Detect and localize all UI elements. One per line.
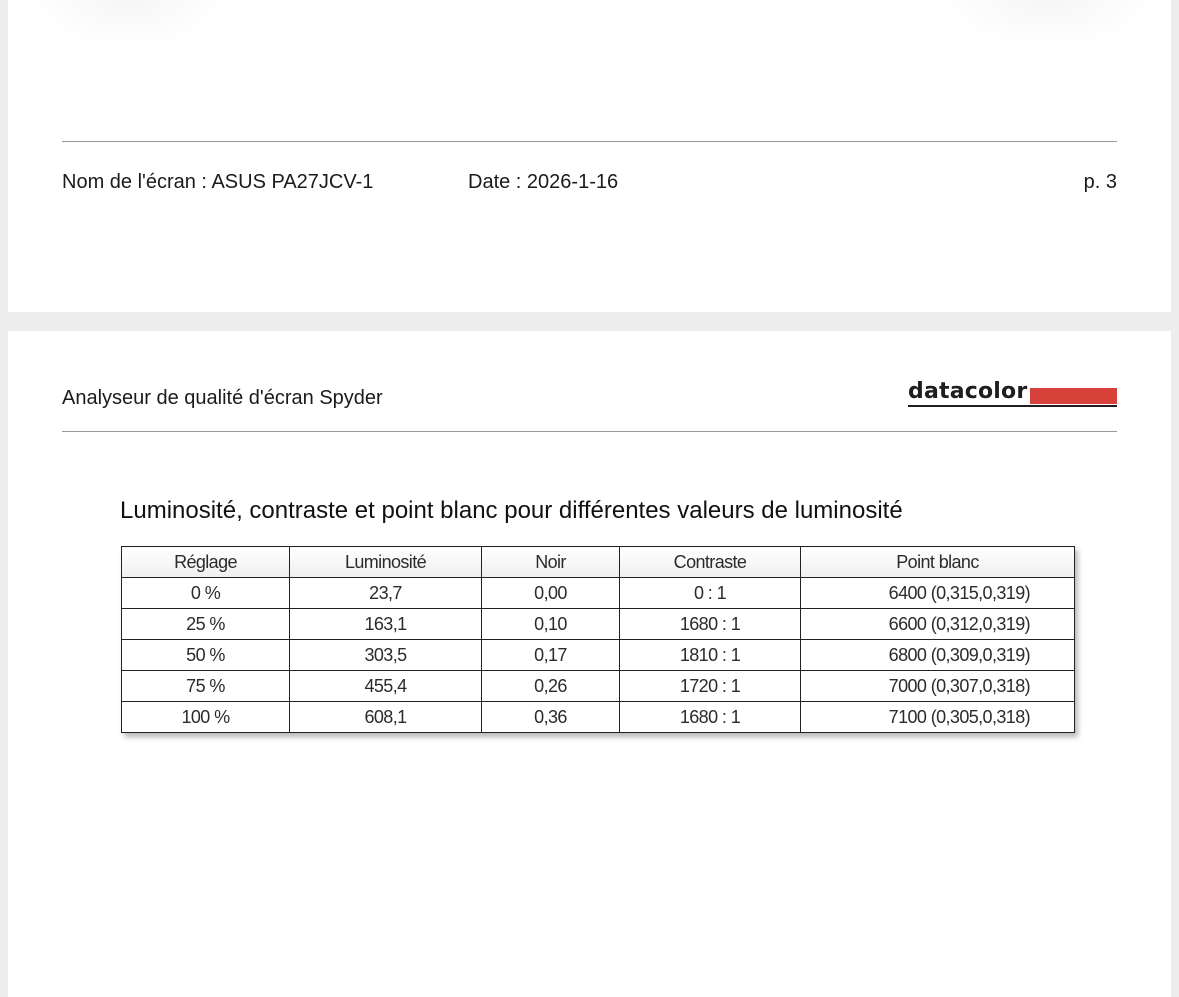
section-title: Luminosité, contraste et point blanc pour différentes valeurs de luminosité (120, 497, 903, 524)
datacolor-logo (908, 379, 1117, 407)
cell-point-blanc: 6400 (0,315,0,319) (801, 578, 1075, 609)
cell-contraste: 1680 : 1 (620, 609, 801, 640)
cell-noir: 0,17 (482, 640, 620, 671)
screen-name-label: Nom de l'écran : ASUS PA27JCV-1 (62, 171, 374, 193)
report-date: Date : 2026-1-16 (468, 171, 619, 193)
cell-reglage: 0 % (122, 578, 290, 609)
cell-reglage: 75 % (122, 671, 290, 702)
column-header-luminosite: Luminosité (290, 547, 482, 578)
cell-reglage: 100 % (122, 702, 290, 733)
page-shadow (28, 0, 228, 50)
cell-luminosite: 303,5 (290, 640, 482, 671)
table-header-row (122, 547, 1075, 578)
cell-noir: 0,00 (482, 578, 620, 609)
cell-contraste: 1720 : 1 (620, 671, 801, 702)
page-number: p. 3 (1083, 171, 1117, 193)
cell-noir: 0,26 (482, 671, 620, 702)
table-row (122, 640, 1075, 671)
cell-luminosite: 23,7 (290, 578, 482, 609)
page-shadow (938, 0, 1158, 50)
cell-contraste: 1810 : 1 (620, 640, 801, 671)
report-page (8, 331, 1171, 997)
column-header-point-blanc: Point blanc (801, 547, 1075, 578)
logo-text: datacolor (908, 379, 1028, 404)
cell-noir: 0,36 (482, 702, 620, 733)
cell-point-blanc: 6600 (0,312,0,319) (801, 609, 1075, 640)
table-row (122, 671, 1075, 702)
logo-underline (908, 405, 1117, 407)
column-header-contraste: Contraste (620, 547, 801, 578)
column-header-noir: Noir (482, 547, 620, 578)
cell-luminosite: 608,1 (290, 702, 482, 733)
cell-contraste: 1680 : 1 (620, 702, 801, 733)
header-divider (62, 431, 1117, 432)
cell-point-blanc: 7000 (0,307,0,318) (801, 671, 1075, 702)
column-header-reglage: Réglage (122, 547, 290, 578)
cell-noir: 0,10 (482, 609, 620, 640)
cell-luminosite: 163,1 (290, 609, 482, 640)
logo-red-bar (1030, 388, 1117, 404)
cell-point-blanc: 7100 (0,305,0,318) (801, 702, 1075, 733)
cell-luminosite: 455,4 (290, 671, 482, 702)
cell-reglage: 25 % (122, 609, 290, 640)
table-row (122, 578, 1075, 609)
cell-point-blanc: 6800 (0,309,0,319) (801, 640, 1075, 671)
footer-divider (62, 141, 1117, 142)
cell-contraste: 0 : 1 (620, 578, 801, 609)
previous-page (8, 0, 1171, 312)
report-header-title: Analyseur de qualité d'écran Spyder (62, 387, 383, 409)
cell-reglage: 50 % (122, 640, 290, 671)
table-row (122, 609, 1075, 640)
table-row (122, 702, 1075, 733)
luminance-table (121, 546, 1075, 733)
